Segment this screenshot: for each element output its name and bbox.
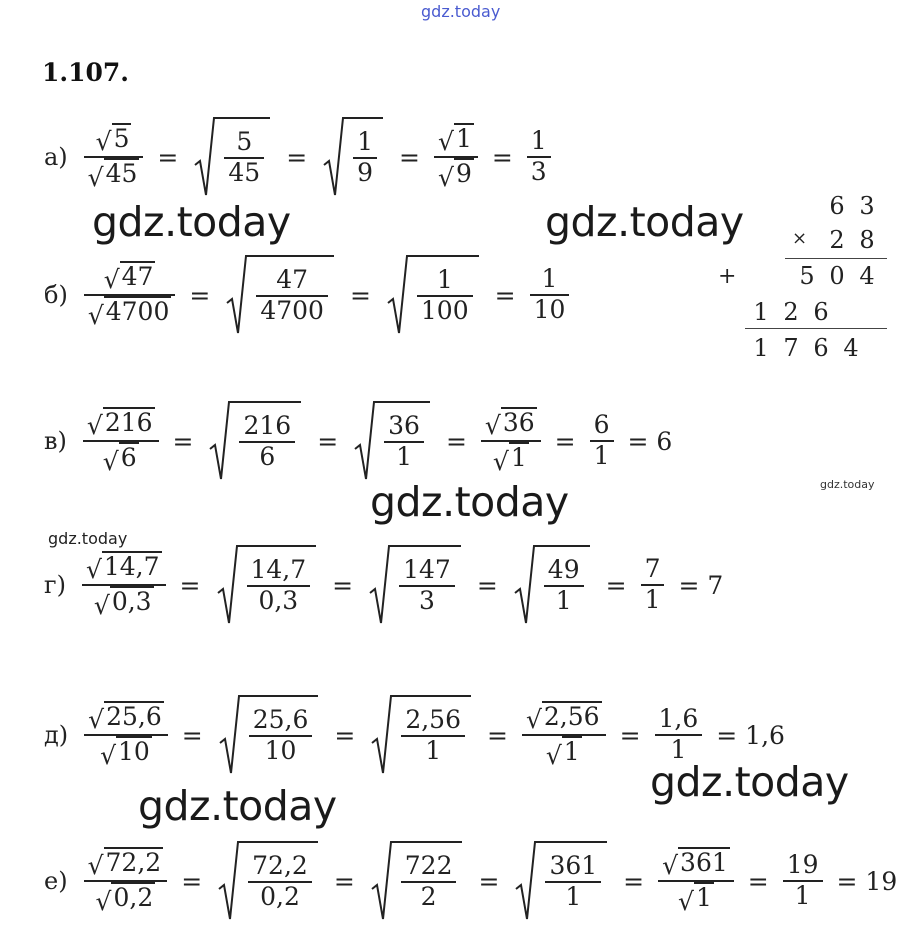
numerator: 1 xyxy=(530,126,547,156)
numerator: 72,2 xyxy=(252,851,308,881)
square-root xyxy=(218,841,318,921)
watermark: gdz.today xyxy=(370,478,569,526)
square-root xyxy=(219,695,319,775)
equals-sign: = xyxy=(181,866,203,896)
equals-sign: = xyxy=(286,142,308,172)
radicand: 4700 xyxy=(105,297,170,326)
watermark-top: gdz.today xyxy=(421,2,501,21)
equals-sign: = xyxy=(349,280,371,310)
watermark: gdz.today xyxy=(650,758,849,806)
equals-sign: = xyxy=(619,720,641,750)
denominator: 2 xyxy=(420,882,437,911)
result-fraction xyxy=(783,851,823,911)
equals-sign: = xyxy=(189,280,211,310)
result-fraction xyxy=(641,555,665,615)
fraction: √ 47 √ 4700 xyxy=(84,261,176,330)
square-root xyxy=(194,117,270,197)
denominator: 1 xyxy=(593,441,610,470)
result: = 7 xyxy=(678,570,724,600)
equals-sign: = xyxy=(333,866,355,896)
times-sign: × xyxy=(792,228,808,249)
denominator: 1 xyxy=(555,586,572,615)
numerator: 19 xyxy=(786,850,819,880)
denominator: 100 xyxy=(420,296,469,325)
radicand: 1 xyxy=(695,883,712,912)
denominator: 1 xyxy=(670,735,687,764)
result-fraction xyxy=(527,127,551,187)
watermark: gdz.today xyxy=(138,782,337,830)
numerator: 7 xyxy=(644,554,661,584)
fraction: √ 216 √ 6 xyxy=(83,407,159,476)
radicand: 47 xyxy=(121,261,154,291)
digit: 6 xyxy=(829,192,845,220)
equals-sign: = xyxy=(478,866,500,896)
mult-row-1 xyxy=(762,192,882,220)
radicand: 361 xyxy=(680,847,728,877)
radicand: 2,56 xyxy=(543,701,600,731)
result-fraction xyxy=(530,265,570,325)
part-v xyxy=(44,396,682,486)
part-g xyxy=(44,540,733,630)
part-b xyxy=(44,250,573,340)
equals-sign: = xyxy=(554,426,576,456)
square-root xyxy=(387,255,479,335)
equals-sign: = xyxy=(494,280,516,310)
digit: 1 xyxy=(753,298,769,326)
numerator: 1,6 xyxy=(658,704,699,734)
digit xyxy=(762,226,792,254)
fraction: √ 14,7 √ 0,3 xyxy=(82,551,166,620)
equals-sign: = xyxy=(605,570,627,600)
watermark: gdz.today xyxy=(545,198,744,246)
plus-sign: + xyxy=(718,264,737,289)
fraction: √ 25,6 √ 10 xyxy=(84,701,168,770)
equals-sign: = xyxy=(487,720,508,750)
part-label: г) xyxy=(44,571,66,599)
digit: 6 xyxy=(813,334,829,362)
result-fraction xyxy=(590,411,614,471)
part-d xyxy=(44,690,795,780)
square-root xyxy=(515,841,607,921)
radicand: 1 xyxy=(455,123,472,153)
result: = 19 xyxy=(836,866,898,896)
watermark-small: gdz.today xyxy=(48,529,128,548)
equals-sign: = xyxy=(332,570,354,600)
square-root xyxy=(514,545,590,625)
fraction: √ 36 √ 1 xyxy=(481,407,541,476)
numerator: 14,7 xyxy=(250,555,307,585)
digit: 8 xyxy=(859,226,875,254)
denominator: 0,3 xyxy=(258,586,299,615)
digit xyxy=(762,262,792,290)
watermark: gdz.today xyxy=(92,198,291,246)
mult-row-2 xyxy=(762,226,882,254)
fraction: √ 1 √ 9 xyxy=(434,123,478,192)
radicand: 216 xyxy=(104,407,153,437)
equals-sign: = xyxy=(476,570,498,600)
fraction: √ 2,56 √ 1 xyxy=(522,701,606,770)
equals-sign: = xyxy=(179,570,201,600)
radicand: 36 xyxy=(502,407,535,437)
denominator: 1 xyxy=(565,882,582,911)
radicand: 10 xyxy=(118,737,150,766)
numerator: 1 xyxy=(436,265,453,295)
numerator: 5 xyxy=(236,127,253,157)
numerator: 216 xyxy=(243,411,292,441)
digit: 6 xyxy=(813,298,829,326)
denominator: 0,2 xyxy=(260,882,300,911)
equals-sign: = xyxy=(157,142,179,172)
digit: 2 xyxy=(829,226,845,254)
radicand: 0,3 xyxy=(111,587,152,616)
result: = 6 xyxy=(627,426,673,456)
square-root xyxy=(371,695,471,775)
numerator: 49 xyxy=(547,555,580,585)
equals-sign: = xyxy=(181,720,203,750)
divider xyxy=(745,328,887,329)
digit: 2 xyxy=(783,298,799,326)
denominator: 9 xyxy=(357,158,374,187)
numerator: 147 xyxy=(403,555,451,585)
digit xyxy=(792,226,822,254)
numerator: 36 xyxy=(388,411,420,441)
radicand: 6 xyxy=(120,443,137,472)
result-fraction xyxy=(655,705,703,765)
equals-sign: = xyxy=(317,426,339,456)
denominator: 1 xyxy=(794,881,811,910)
equals-sign: = xyxy=(334,720,356,750)
digit: 4 xyxy=(859,262,875,290)
denominator: 1 xyxy=(396,442,413,471)
radicand: 72,2 xyxy=(105,847,162,877)
radicand: 25,6 xyxy=(106,701,162,731)
fraction: √ 5 √ 45 xyxy=(84,123,144,192)
part-label: д) xyxy=(44,721,69,749)
fraction: √ 361 √ 1 xyxy=(658,847,734,916)
digit xyxy=(836,298,866,326)
result: = 1,6 xyxy=(716,720,785,750)
radicand: 45 xyxy=(105,159,138,188)
part-label: е) xyxy=(44,867,68,895)
equals-sign: = xyxy=(445,426,467,456)
equals-sign: = xyxy=(623,866,645,896)
watermark-small: gdz.today xyxy=(820,478,875,491)
digit: 4 xyxy=(843,334,859,362)
denominator: 4700 xyxy=(260,296,324,325)
numerator: 6 xyxy=(593,410,610,440)
equals-sign: = xyxy=(747,866,769,896)
numerator: 722 xyxy=(404,851,453,881)
square-root xyxy=(371,841,463,921)
square-root xyxy=(323,117,383,197)
part-e xyxy=(44,836,907,926)
square-root xyxy=(226,255,334,335)
denominator: 1 xyxy=(425,736,442,765)
square-root xyxy=(209,401,301,481)
numerator: 1 xyxy=(357,127,374,157)
denominator: 6 xyxy=(259,442,276,471)
part-label: в) xyxy=(44,427,67,455)
square-root xyxy=(369,545,461,625)
radicand: 14,7 xyxy=(103,551,160,581)
denominator: 45 xyxy=(228,158,261,187)
denominator: 1 xyxy=(644,585,661,614)
denominator: 3 xyxy=(530,157,547,186)
part-a xyxy=(44,112,555,202)
mult-row-5 xyxy=(746,334,866,362)
radicand: 9 xyxy=(455,159,472,188)
divider xyxy=(785,258,887,259)
denominator: 10 xyxy=(533,295,566,324)
radicand: 5 xyxy=(113,123,130,153)
radicand: 1 xyxy=(510,443,527,472)
part-label: а) xyxy=(44,143,68,171)
denominator: 10 xyxy=(264,736,297,765)
equals-sign: = xyxy=(491,142,513,172)
numerator: 361 xyxy=(549,851,598,881)
numerator: 2,56 xyxy=(405,705,461,735)
square-root xyxy=(354,401,430,481)
digit: 0 xyxy=(829,262,845,290)
radicand: 1 xyxy=(563,737,580,766)
numerator: 47 xyxy=(276,265,309,295)
digit: 7 xyxy=(783,334,799,362)
numerator: 25,6 xyxy=(252,705,309,735)
part-label: б) xyxy=(44,281,68,309)
digit: 1 xyxy=(753,334,769,362)
digit: 5 xyxy=(799,262,815,290)
equals-sign: = xyxy=(172,426,194,456)
equals-sign: = xyxy=(399,142,420,172)
mult-row-4 xyxy=(746,298,866,326)
fraction: √ 72,2 √ 0,2 xyxy=(84,847,168,916)
square-root xyxy=(217,545,317,625)
radicand: 0,2 xyxy=(113,883,154,912)
digit xyxy=(792,192,822,220)
denominator: 3 xyxy=(419,586,435,615)
mult-row-3 xyxy=(762,262,882,290)
problem-number: 1.107. xyxy=(42,58,129,87)
digit: 3 xyxy=(859,192,875,220)
digit xyxy=(762,192,792,220)
numerator: 1 xyxy=(541,264,558,294)
